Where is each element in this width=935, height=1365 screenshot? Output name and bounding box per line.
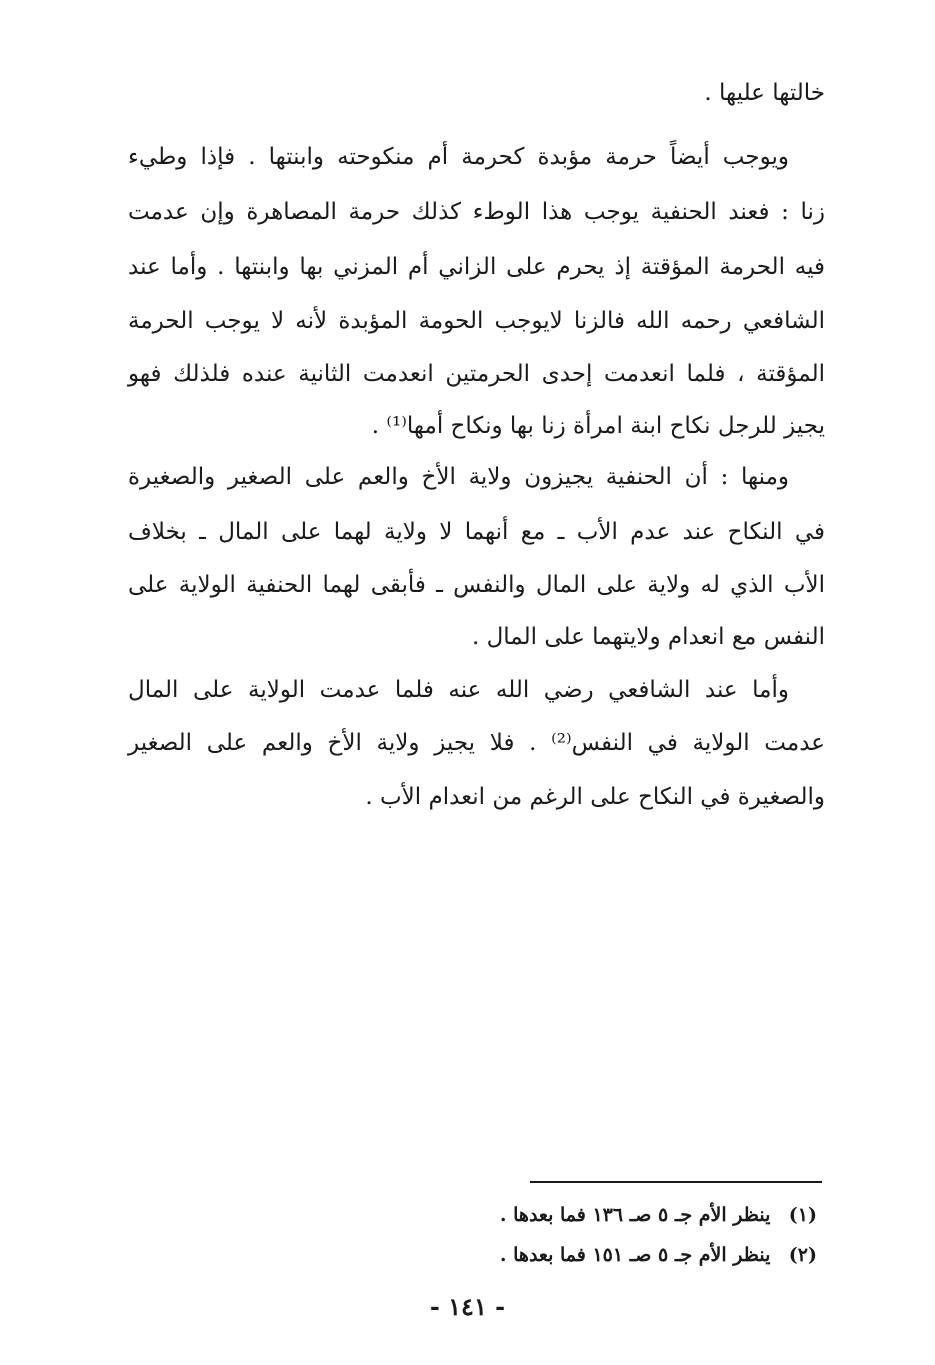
footnote xyxy=(300,1242,817,1268)
footnote-text: ينظر الأم جـ ٥ صـ ١٣٦ فما بعدها . xyxy=(499,1204,771,1226)
footnote xyxy=(300,1202,817,1228)
body-line: زنا : فعند الحنفية يوجب هذا الوطء كذلك حرمة المصاهرة وإن عدمت xyxy=(128,199,825,225)
body-line: الأب الذي له ولاية على المال والنفس ـ فأبقى لهما الحنفية الولاية على xyxy=(128,572,825,598)
footnote-number: (١) xyxy=(788,1204,817,1226)
body-line: النفس مع انعدام ولايتهما على المال . xyxy=(471,624,825,650)
body-line: المؤقتة ، فلما انعدمت إحدى الحرمتين انعدمت الثانية عنده فلذلك فهو xyxy=(128,361,825,387)
footnote-text: ينظر الأم جـ ٥ صـ ١٥١ فما بعدها . xyxy=(499,1244,771,1266)
body-line: فيه الحرمة المؤقتة إذ يحرم على الزاني أم المزني بها وابنتها . وأما عند xyxy=(128,254,825,280)
body-line: وأما عند الشافعي رضي الله عنه فلما عدمت الولاية على المال xyxy=(128,677,789,703)
body-line: ومنها : أن الحنفية يجيزون ولاية الأخ والعم على الصغير والصغيرة xyxy=(128,464,789,490)
footnote-number: (٢) xyxy=(788,1244,817,1266)
body-line: الشافعي رحمه الله فالزنا لايوجب الحومة المؤبدة لأنه لا يوجب الحرمة xyxy=(128,308,825,334)
page-number: - ١٤١ - xyxy=(429,1292,506,1321)
footnote-divider xyxy=(530,1181,822,1183)
body-line: خالتها عليها . xyxy=(704,80,825,106)
body-line: في النكاح عند عدم الأب ـ مع أنهما لا ولاية لهما على المال ـ بخلاف xyxy=(128,519,825,545)
body-line: ويوجب أيضاً حرمة مؤبدة كحرمة أم منكوحته وابنتها . فإذا وطيء xyxy=(128,144,789,170)
body-line: عدمت الولاية في النفس⁽²⁾ . فلا يجيز ولاية الأخ والعم على الصغير xyxy=(128,730,826,756)
body-line: والصغيرة في النكاح على الرغم من انعدام الأب . xyxy=(365,784,825,810)
body-line: يجيز للرجل نكاح ابنة امرأة زنا بها ونكاح أمها⁽¹⁾ . xyxy=(371,413,825,439)
